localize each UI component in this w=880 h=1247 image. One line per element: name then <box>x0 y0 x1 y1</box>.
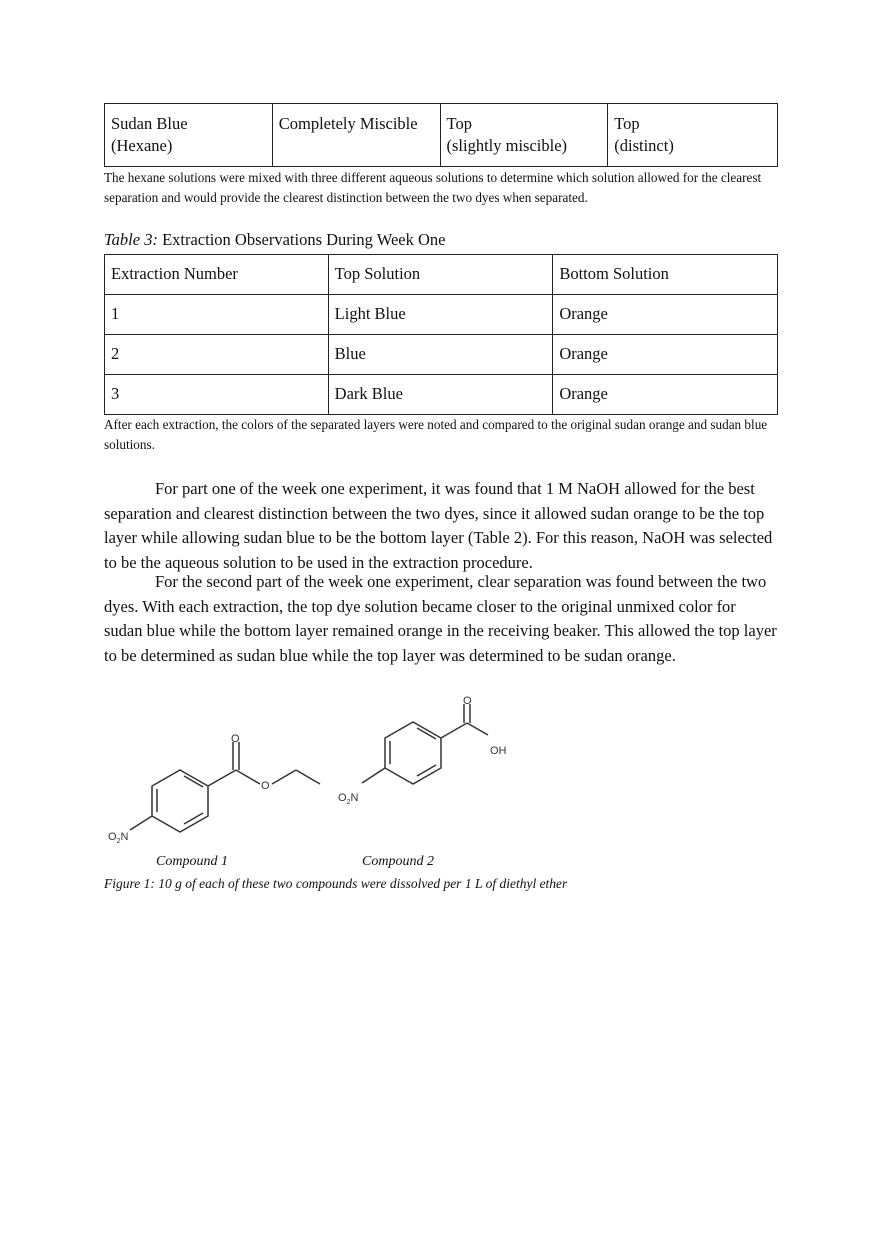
table-cell: Orange <box>553 335 778 375</box>
compound-2-label: Compound 2 <box>362 854 434 869</box>
nitro-group-label: $O_2N$ <box>338 792 359 806</box>
nitro-group-label: $O_2N$ <box>108 831 129 845</box>
table-2-caption: The hexane solutions were mixed with three different aqueous solutions to determine which solution allowed for the clearest separation and would provide the clearest distinction between the two dyes when separated. <box>104 170 762 205</box>
paragraph-part-one: For part one of the week one experiment, it was found that 1 M NaOH allowed for the best separation and clearest distinction between the two dyes, since it allowed sudan orange to be the top layer while allowing sudan blue to be the bottom layer (Table 2). For this reason, NaOH was selected to be the aqueous solution to be used in the extraction procedure. <box>104 479 773 572</box>
compound-1-label: Compound 1 <box>156 854 228 869</box>
table-row <box>105 375 778 415</box>
compound-2-structure <box>362 704 488 784</box>
column-header: Bottom Solution <box>553 255 778 295</box>
table-cell: Blue <box>328 335 553 375</box>
table-cell: Top (slightly miscible) <box>440 104 608 167</box>
table-cell: Light Blue <box>328 295 553 335</box>
table-2-partial <box>104 103 778 167</box>
table-cell: Orange <box>553 375 778 415</box>
oxygen-label: O <box>463 695 472 707</box>
table-cell: 3 <box>105 375 329 415</box>
table-cell: Completely Miscible <box>272 104 440 167</box>
table-3-title: Table 3: Extraction Observations During Week One <box>104 230 446 249</box>
table-cell: 2 <box>105 335 329 375</box>
table-row <box>105 295 778 335</box>
column-header: Top Solution <box>328 255 553 295</box>
hydroxyl-label: OH <box>490 745 507 757</box>
table-cell: Sudan Blue (Hexane) <box>105 104 273 167</box>
table-cell: 1 <box>105 295 329 335</box>
table-header-row <box>105 255 778 295</box>
paragraph-part-two: For the second part of the week one experiment, clear separation was found between the two dyes. With each extraction, the top dye solution became closer to the original unmixed color for sudan blue while the bottom layer remained orange in the receiving beaker. This allowed the top layer to be determined as sudan blue while the top layer was determined to be sudan orange. <box>104 572 777 665</box>
table-row <box>105 335 778 375</box>
oxygen-label: O <box>261 780 270 792</box>
table-cell: Dark Blue <box>328 375 553 415</box>
table-row <box>105 104 778 167</box>
compound-1-structure <box>130 742 320 832</box>
table-cell: Top (distinct) <box>608 104 778 167</box>
chemical-structures-figure <box>100 688 530 853</box>
column-header: Extraction Number <box>105 255 329 295</box>
table-3-caption: After each extraction, the colors of the separated layers were noted and compared to the original sudan orange and sudan blue solutions. <box>104 417 768 452</box>
figure-caption: Figure 1: 10 g of each of these two compounds were dissolved per 1 L of diethyl ether <box>104 876 568 891</box>
table-cell: Orange <box>553 295 778 335</box>
oxygen-label: O <box>231 733 240 745</box>
table-3 <box>104 254 778 415</box>
